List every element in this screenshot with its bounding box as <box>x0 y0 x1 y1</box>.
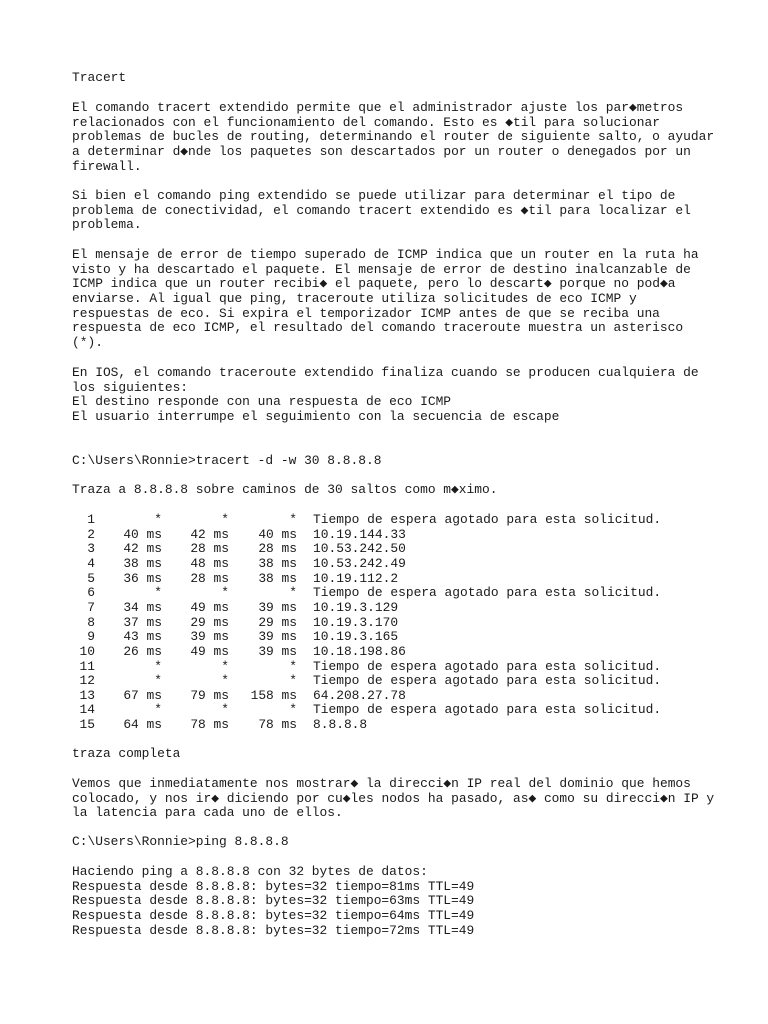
ping-output-line: Respuesta desde 8.8.8.8: bytes=32 tiempo=64ms TTL=49 <box>72 907 475 923</box>
hop-number: 3 <box>87 541 95 557</box>
hop-time-3: * <box>289 673 297 689</box>
hop-time-3: 78 ms <box>258 717 297 733</box>
hop-time-2: * <box>221 512 229 527</box>
paragraph-line: firewall. <box>72 158 142 174</box>
hop-time-2: 48 ms <box>190 555 229 571</box>
hop-time-1: 26 ms <box>123 643 162 659</box>
hop-time-1: 43 ms <box>123 629 162 645</box>
paragraph-line: En IOS, el comando traceroute extendido finaliza cuando se producen cualquiera de <box>72 365 699 380</box>
hop-number: 14 <box>79 702 95 718</box>
ping-output-line: Respuesta desde 8.8.8.8: bytes=32 tiempo=81ms TTL=49 <box>72 878 475 894</box>
hop-destination: 10.19.112.2 <box>313 570 399 586</box>
hop-number: 11 <box>79 658 95 674</box>
paragraph-line: problemas de bucles de routing, determinando el router de siguiente salto, o ayudar <box>72 129 715 145</box>
paragraph-line: (*). <box>72 334 103 350</box>
paragraph-line: El mensaje de error de tiempo superado de ICMP indica que un router en la ruta ha <box>72 247 699 262</box>
hop-destination: 64.208.27.78 <box>313 687 406 703</box>
hop-destination: Tiempo de espera agotado para esta solicitud. <box>313 585 662 601</box>
hop-time-3: 38 ms <box>258 570 297 586</box>
hop-time-1: * <box>154 585 162 601</box>
paragraph-line: El comando tracert extendido permite que el administrador ajuste los par◆metros <box>72 100 684 115</box>
hop-destination: 8.8.8.8 <box>313 717 368 733</box>
hop-destination: 10.19.3.170 <box>313 614 399 630</box>
hop-number: 10 <box>79 643 95 659</box>
hop-time-1: 42 ms <box>123 541 162 557</box>
hop-time-2: 49 ms <box>190 643 229 659</box>
paragraph-line: los siguientes: <box>72 379 189 395</box>
hop-number: 4 <box>87 555 95 571</box>
paragraph-line: colocado, y nos ir◆ diciendo por cu◆les nodos ha pasado, as◆ como su direcci◆n IP y <box>72 790 715 806</box>
hop-time-2: * <box>221 673 229 689</box>
hop-destination: 10.53.242.50 <box>313 541 406 557</box>
tracert-header: Traza a 8.8.8.8 sobre caminos de 30 saltos como m◆ximo. <box>72 482 498 497</box>
hop-number: 2 <box>87 526 95 542</box>
paragraph-line: problema de conectividad, el comando tracert extendido es ◆til para localizar el <box>72 202 691 218</box>
hop-time-1: 40 ms <box>123 526 162 542</box>
hop-time-2: 42 ms <box>190 526 229 542</box>
hop-time-1: * <box>154 702 162 718</box>
hop-time-3: 38 ms <box>258 555 297 571</box>
hop-time-1: * <box>154 658 162 674</box>
paragraph-line: Si bien el comando ping extendido se puede utilizar para determinar el tipo de <box>72 188 676 203</box>
hop-number: 8 <box>87 614 95 630</box>
hop-number: 13 <box>79 687 95 703</box>
hop-time-3: * <box>289 658 297 674</box>
hop-time-3: * <box>289 512 297 527</box>
document-title: Tracert <box>72 70 127 85</box>
paragraph-line: respuesta de eco ICMP, el resultado del comando traceroute muestra un asterisco <box>72 320 684 336</box>
paragraph-line: visto y ha descartado el paquete. El mensaje de error de destino inalcanzable de <box>72 261 691 277</box>
hop-time-2: 29 ms <box>190 614 229 630</box>
hop-time-2: 28 ms <box>190 570 229 586</box>
paragraph-line: a determinar d◆nde los paquetes son descartados por un router o denegados por un <box>72 143 691 159</box>
paragraph-line: respuestas de eco. Si expira el temporizador ICMP antes de que se reciba una <box>72 305 660 321</box>
hop-number: 6 <box>87 585 95 601</box>
hop-time-2: * <box>221 658 229 674</box>
hop-time-3: 39 ms <box>258 599 297 615</box>
hop-time-3: 39 ms <box>258 629 297 645</box>
paragraph-line: El usuario interrumpe el seguimiento con la secuencia de escape <box>72 408 560 424</box>
hop-time-2: 49 ms <box>190 599 229 615</box>
ping-command: C:\Users\Ronnie>ping 8.8.8.8 <box>72 834 289 849</box>
hop-destination: Tiempo de espera agotado para esta solicitud. <box>313 512 662 527</box>
hop-time-3: * <box>289 585 297 601</box>
hop-number: 9 <box>87 629 95 645</box>
hop-time-1: 38 ms <box>123 555 162 571</box>
hop-number: 12 <box>79 673 95 689</box>
hop-destination: 10.19.3.165 <box>313 629 399 645</box>
hop-time-2: 78 ms <box>190 717 229 733</box>
tracert-command: C:\Users\Ronnie>tracert -d -w 30 8.8.8.8 <box>72 453 382 468</box>
hop-number: 1 <box>87 512 95 527</box>
hop-destination: 10.19.3.129 <box>313 599 399 615</box>
hop-time-3: 29 ms <box>258 614 297 630</box>
hop-time-1: 64 ms <box>123 717 162 733</box>
hop-time-2: * <box>221 702 229 718</box>
hop-time-3: 39 ms <box>258 643 297 659</box>
hop-time-1: 37 ms <box>123 614 162 630</box>
hop-time-1: 36 ms <box>123 570 162 586</box>
hop-time-1: 67 ms <box>123 687 162 703</box>
paragraph-line: problema. <box>72 217 142 233</box>
paragraph-line: El destino responde con una respuesta de eco ICMP <box>72 394 452 410</box>
hop-time-2: * <box>221 585 229 601</box>
paragraph-line: relacionados con el funcionamiento del comando. Esto es ◆til para solucionar <box>72 114 660 130</box>
hop-time-3: 40 ms <box>258 526 297 542</box>
hop-time-3: * <box>289 702 297 718</box>
ping-output-line: Respuesta desde 8.8.8.8: bytes=32 tiempo=72ms TTL=49 <box>72 922 475 938</box>
ping-output-line: Haciendo ping a 8.8.8.8 con 32 bytes de datos: <box>72 864 428 879</box>
hop-time-2: 39 ms <box>190 629 229 645</box>
hop-time-1: * <box>154 673 162 689</box>
paragraph-line: enviarse. Al igual que ping, traceroute utiliza solicitudes de eco ICMP y <box>72 290 637 306</box>
hop-number: 7 <box>87 599 95 615</box>
paragraph-line: ICMP indica que un router recibi◆ el paquete, pero lo descart◆ porque no pod◆a <box>72 276 676 292</box>
hop-destination: Tiempo de espera agotado para esta solicitud. <box>313 673 662 689</box>
hop-time-2: 28 ms <box>190 541 229 557</box>
tracert-complete: traza completa <box>72 746 181 761</box>
hop-time-1: * <box>154 512 162 527</box>
hop-destination: Tiempo de espera agotado para esta solicitud. <box>313 658 662 674</box>
hop-time-1: 34 ms <box>123 599 162 615</box>
hop-time-2: 79 ms <box>190 687 229 703</box>
hop-number: 5 <box>87 570 95 586</box>
hop-time-3: 28 ms <box>258 541 297 557</box>
ping-output-line: Respuesta desde 8.8.8.8: bytes=32 tiempo=63ms TTL=49 <box>72 893 475 909</box>
hop-number: 15 <box>79 717 95 733</box>
hop-destination: 10.53.242.49 <box>313 555 406 571</box>
hop-time-3: 158 ms <box>250 687 297 703</box>
hop-destination: 10.19.144.33 <box>313 526 406 542</box>
hop-destination: 10.18.198.86 <box>313 643 406 659</box>
paragraph-line: la latencia para cada uno de ellos. <box>72 805 343 821</box>
hop-destination: Tiempo de espera agotado para esta solicitud. <box>313 702 662 718</box>
paragraph-line: Vemos que inmediatamente nos mostrar◆ la direcci◆n IP real del dominio que hemos <box>72 776 691 791</box>
